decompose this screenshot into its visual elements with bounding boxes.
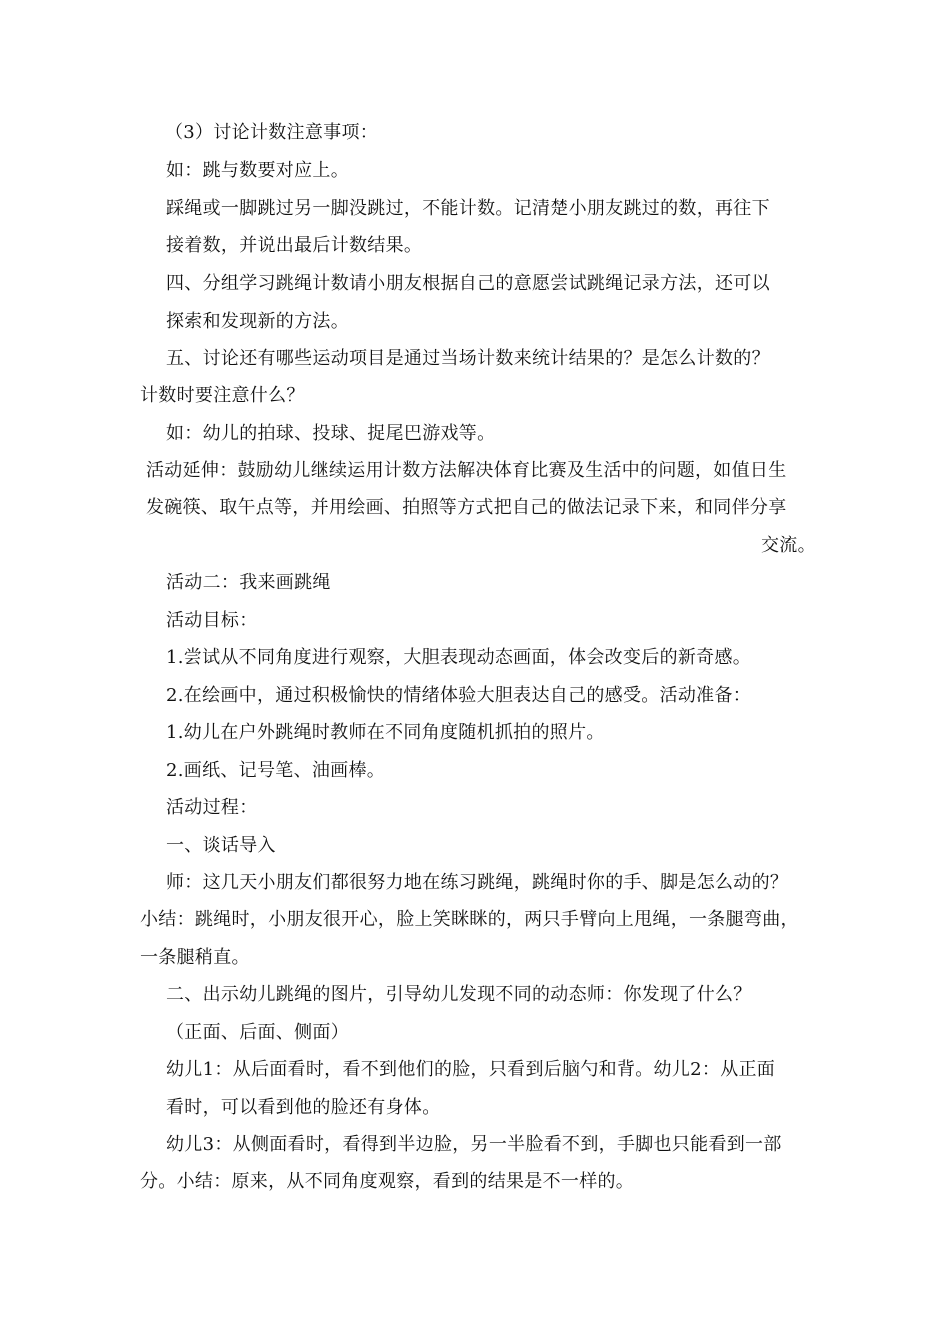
- text-line: 踩绳或一脚跳过另一脚没跳过，不能计数。记清楚小朋友跳过的数，再往下: [166, 198, 770, 219]
- text-line: 活动过程：: [166, 797, 258, 818]
- text-line: 接着数，并说出最后计数结果。: [166, 235, 423, 256]
- text-line: 1.幼儿在户外跳绳时教师在不同角度随机抓拍的照片。: [166, 722, 605, 743]
- text-line: 活动延伸：鼓励幼儿继续运用计数方法解决体育比赛及生活中的问题，如值日生: [146, 460, 787, 481]
- text-line: （3）讨论计数注意事项：: [165, 122, 379, 143]
- text-line: 四、分组学习跳绳计数请小朋友根据自己的意愿尝试跳绳记录方法，还可以: [166, 273, 770, 294]
- text-line: 一、谈话导入: [166, 835, 276, 856]
- text-line: 探索和发现新的方法。: [166, 311, 349, 332]
- text-line: 小结：跳绳时，小朋友很开心，脸上笑眯眯的，两只手臂向上甩绳，一条腿弯曲，: [140, 909, 799, 930]
- text-line: （正面、后面、侧面）: [166, 1022, 349, 1043]
- text-line: 发碗筷、取午点等，并用绘画、拍照等方式把自己的做法记录下来，和同伴分享: [146, 497, 787, 518]
- text-line: 五、讨论还有哪些运动项目是通过当场计数来统计结果的？是怎么计数的？: [166, 348, 770, 369]
- text-line: 师：这几天小朋友们都很努力地在练习跳绳，跳绳时你的手、脚是怎么动的？: [166, 872, 789, 893]
- text-line: 分。小结：原来，从不同角度观察，看到的结果是不一样的。: [140, 1171, 635, 1192]
- text-line: 如：跳与数要对应上。: [166, 160, 349, 181]
- text-line: 活动目标：: [166, 610, 258, 631]
- text-line: 幼儿3：从侧面看时，看得到半边脸，另一半脸看不到，手脚也只能看到一部: [166, 1134, 782, 1155]
- text-line: 1.尝试从不同角度进行观察，大胆表现动态画面，体会改变后的新奇感。: [166, 647, 752, 668]
- text-line: 活动二：我来画跳绳: [166, 572, 331, 593]
- text-line: 如：幼儿的拍球、投球、捉尾巴游戏等。: [166, 423, 496, 444]
- text-line: 一条腿稍直。: [140, 947, 250, 968]
- text-line: 交流。: [761, 535, 816, 556]
- text-line: 看时，可以看到他的脸还有身体。: [166, 1097, 441, 1118]
- text-line: 二、出示幼儿跳绳的图片，引导幼儿发现不同的动态师：你发现了什么？: [166, 984, 752, 1005]
- text-line: 2.画纸、记号笔、油画棒。: [166, 760, 386, 781]
- text-line: 2.在绘画中，通过积极愉快的情绪体验大胆表达自己的感受。活动准备：: [166, 685, 752, 706]
- text-line: 幼儿1：从后面看时，看不到他们的脸，只看到后脑勺和背。幼儿2：从正面: [166, 1059, 776, 1080]
- text-line: 计数时要注意什么？: [140, 385, 305, 406]
